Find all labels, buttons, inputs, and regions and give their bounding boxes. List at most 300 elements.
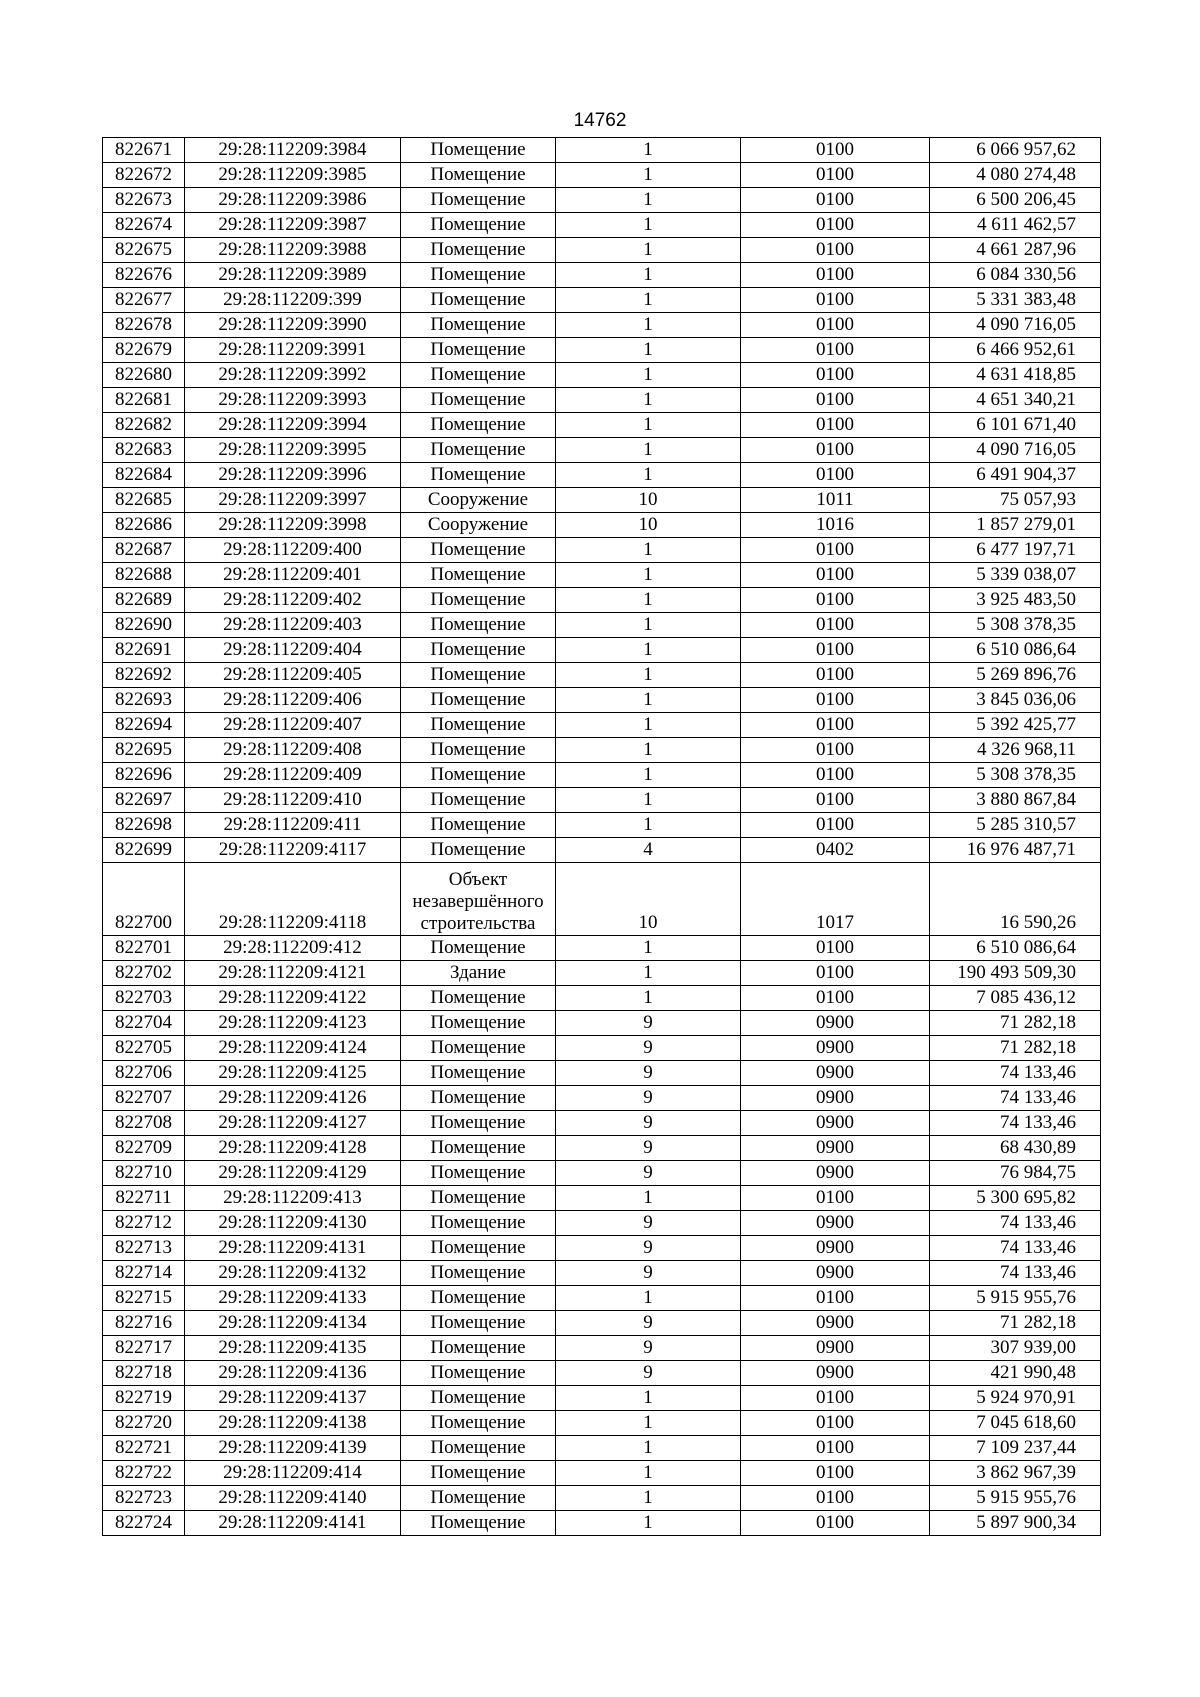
cell-group: 4 (556, 838, 741, 863)
cell-group: 1 (556, 388, 741, 413)
cell-object-type: Помещение (401, 1411, 556, 1436)
table-row (103, 338, 1101, 363)
table-row (103, 961, 1101, 986)
cell-object-type: Помещение (401, 788, 556, 813)
cell-code: 0900 (741, 1361, 930, 1386)
cell-group: 9 (556, 1261, 741, 1286)
cell-code: 0100 (741, 1386, 930, 1411)
cell-object-type: Помещение (401, 438, 556, 463)
cell-object-type: Помещение (401, 188, 556, 213)
cell-object-type: Помещение (401, 238, 556, 263)
table-row (103, 463, 1101, 488)
cell-row-number: 822700 (103, 863, 185, 936)
cadastral-value-table (102, 137, 1101, 1536)
cell-code: 0100 (741, 936, 930, 961)
cell-row-number: 822703 (103, 986, 185, 1011)
cell-object-type: Помещение (401, 1436, 556, 1461)
table-row (103, 1211, 1101, 1236)
cell-code: 0900 (741, 1261, 930, 1286)
cell-group: 1 (556, 463, 741, 488)
cell-code: 1016 (741, 513, 930, 538)
cell-code: 0100 (741, 438, 930, 463)
table-row (103, 588, 1101, 613)
cell-row-number: 822701 (103, 936, 185, 961)
cell-group: 1 (556, 288, 741, 313)
cell-cadastral-value: 16 590,26 (930, 863, 1101, 936)
cell-cadastral-value: 6 084 330,56 (930, 263, 1101, 288)
cell-object-type: Помещение (401, 738, 556, 763)
cell-code: 0100 (741, 1411, 930, 1436)
cell-cadastral-value: 75 057,93 (930, 488, 1101, 513)
cell-code: 0900 (741, 1211, 930, 1236)
cell-object-type: Помещение (401, 1311, 556, 1336)
cell-group: 9 (556, 1211, 741, 1236)
cell-cadastral-number: 29:28:112209:4131 (185, 1236, 401, 1261)
cell-object-type: Помещение (401, 1211, 556, 1236)
cell-cadastral-number: 29:28:112209:4135 (185, 1336, 401, 1361)
cell-object-type: Сооружение (401, 488, 556, 513)
cell-row-number: 822716 (103, 1311, 185, 1336)
cell-object-type: Помещение (401, 1161, 556, 1186)
table-row (103, 1236, 1101, 1261)
cell-cadastral-value: 5 308 378,35 (930, 763, 1101, 788)
cell-cadastral-number: 29:28:112209:411 (185, 813, 401, 838)
cell-cadastral-number: 29:28:112209:4130 (185, 1211, 401, 1236)
cell-row-number: 822682 (103, 413, 185, 438)
cell-code: 0100 (741, 138, 930, 163)
cell-cadastral-number: 29:28:112209:413 (185, 1186, 401, 1211)
cell-code: 0100 (741, 463, 930, 488)
cell-cadastral-value: 7 085 436,12 (930, 986, 1101, 1011)
cell-object-type: Помещение (401, 263, 556, 288)
cell-cadastral-value: 3 862 967,39 (930, 1461, 1101, 1486)
cell-cadastral-value: 5 331 383,48 (930, 288, 1101, 313)
cell-cadastral-value: 74 133,46 (930, 1261, 1101, 1286)
cell-cadastral-value: 7 045 618,60 (930, 1411, 1101, 1436)
table-row (103, 713, 1101, 738)
cell-code: 0100 (741, 763, 930, 788)
cell-code: 0100 (741, 538, 930, 563)
cell-object-type: Помещение (401, 1011, 556, 1036)
cell-cadastral-number: 29:28:112209:3997 (185, 488, 401, 513)
cell-group: 1 (556, 763, 741, 788)
cell-group: 10 (556, 513, 741, 538)
cell-cadastral-value: 4 080 274,48 (930, 163, 1101, 188)
cell-object-type: Помещение (401, 288, 556, 313)
table-row (103, 288, 1101, 313)
cell-cadastral-value: 6 491 904,37 (930, 463, 1101, 488)
cell-group: 1 (556, 738, 741, 763)
cell-group: 1 (556, 588, 741, 613)
table-row (103, 1461, 1101, 1486)
cell-cadastral-number: 29:28:112209:4133 (185, 1286, 401, 1311)
cell-row-number: 822705 (103, 1036, 185, 1061)
cell-code: 0100 (741, 313, 930, 338)
table-row (103, 1186, 1101, 1211)
cell-object-type: Помещение (401, 813, 556, 838)
cell-cadastral-number: 29:28:112209:412 (185, 936, 401, 961)
cell-row-number: 822697 (103, 788, 185, 813)
cell-cadastral-value: 16 976 487,71 (930, 838, 1101, 863)
cell-object-type: Здание (401, 961, 556, 986)
cell-cadastral-value: 74 133,46 (930, 1061, 1101, 1086)
cell-row-number: 822713 (103, 1236, 185, 1261)
table-row (103, 513, 1101, 538)
cell-cadastral-number: 29:28:112209:4118 (185, 863, 401, 936)
table-row (103, 388, 1101, 413)
cell-code: 0100 (741, 813, 930, 838)
cell-code: 0100 (741, 1461, 930, 1486)
page-number: 14762 (573, 110, 627, 131)
cell-group: 1 (556, 788, 741, 813)
table-row (103, 1386, 1101, 1411)
cell-cadastral-number: 29:28:112209:4132 (185, 1261, 401, 1286)
cell-cadastral-value: 5 924 970,91 (930, 1386, 1101, 1411)
cell-cadastral-value: 5 269 896,76 (930, 663, 1101, 688)
cell-code: 0100 (741, 713, 930, 738)
table-row (103, 263, 1101, 288)
cell-object-type: Объект незавершённого строительства (401, 863, 556, 936)
cell-code: 0100 (741, 163, 930, 188)
cell-cadastral-number: 29:28:112209:3987 (185, 213, 401, 238)
cell-code: 1017 (741, 863, 930, 936)
cell-group: 1 (556, 1411, 741, 1436)
cell-code: 0100 (741, 986, 930, 1011)
cell-object-type: Помещение (401, 663, 556, 688)
cell-row-number: 822678 (103, 313, 185, 338)
cell-group: 9 (556, 1011, 741, 1036)
table-row (103, 1036, 1101, 1061)
table-row (103, 138, 1101, 163)
cell-row-number: 822699 (103, 838, 185, 863)
cell-cadastral-number: 29:28:112209:3992 (185, 363, 401, 388)
cell-cadastral-value: 6 510 086,64 (930, 936, 1101, 961)
cell-group: 1 (556, 1386, 741, 1411)
cell-cadastral-number: 29:28:112209:4138 (185, 1411, 401, 1436)
cell-code: 0900 (741, 1011, 930, 1036)
table-row (103, 688, 1101, 713)
cell-object-type: Помещение (401, 1486, 556, 1511)
cell-cadastral-value: 74 133,46 (930, 1111, 1101, 1136)
table-row (103, 488, 1101, 513)
cell-row-number: 822712 (103, 1211, 185, 1236)
table-row (103, 738, 1101, 763)
cell-cadastral-number: 29:28:112209:4134 (185, 1311, 401, 1336)
cell-code: 0100 (741, 788, 930, 813)
cell-row-number: 822672 (103, 163, 185, 188)
cell-row-number: 822719 (103, 1386, 185, 1411)
cell-cadastral-value: 1 857 279,01 (930, 513, 1101, 538)
table-row (103, 1411, 1101, 1436)
cell-object-type: Помещение (401, 1111, 556, 1136)
cell-group: 1 (556, 961, 741, 986)
cell-object-type: Помещение (401, 763, 556, 788)
table-row (103, 788, 1101, 813)
cell-group: 1 (556, 238, 741, 263)
cell-code: 0100 (741, 213, 930, 238)
cell-cadastral-value: 4 090 716,05 (930, 438, 1101, 463)
cell-object-type: Помещение (401, 563, 556, 588)
cell-code: 0100 (741, 563, 930, 588)
cell-cadastral-number: 29:28:112209:407 (185, 713, 401, 738)
cell-object-type: Помещение (401, 413, 556, 438)
cell-code: 0900 (741, 1161, 930, 1186)
cell-cadastral-number: 29:28:112209:409 (185, 763, 401, 788)
cell-row-number: 822722 (103, 1461, 185, 1486)
cell-object-type: Помещение (401, 1336, 556, 1361)
cell-cadastral-number: 29:28:112209:3986 (185, 188, 401, 213)
cell-object-type: Помещение (401, 1511, 556, 1536)
cell-cadastral-value: 74 133,46 (930, 1236, 1101, 1261)
cell-code: 0100 (741, 1511, 930, 1536)
cell-group: 1 (556, 1461, 741, 1486)
cell-row-number: 822675 (103, 238, 185, 263)
table-row (103, 1511, 1101, 1536)
cell-group: 1 (556, 1486, 741, 1511)
cell-cadastral-number: 29:28:112209:3990 (185, 313, 401, 338)
cell-code: 0900 (741, 1311, 930, 1336)
cell-cadastral-value: 4 611 462,57 (930, 213, 1101, 238)
cell-object-type: Помещение (401, 1086, 556, 1111)
cell-object-type: Сооружение (401, 513, 556, 538)
cell-row-number: 822710 (103, 1161, 185, 1186)
cell-cadastral-number: 29:28:112209:3996 (185, 463, 401, 488)
cell-cadastral-value: 3 845 036,06 (930, 688, 1101, 713)
cell-row-number: 822693 (103, 688, 185, 713)
cell-cadastral-number: 29:28:112209:4129 (185, 1161, 401, 1186)
cell-cadastral-number: 29:28:112209:4126 (185, 1086, 401, 1111)
cell-code: 0900 (741, 1111, 930, 1136)
cell-cadastral-value: 5 300 695,82 (930, 1186, 1101, 1211)
cell-cadastral-number: 29:28:112209:414 (185, 1461, 401, 1486)
table-row (103, 763, 1101, 788)
cell-cadastral-number: 29:28:112209:4117 (185, 838, 401, 863)
cell-cadastral-number: 29:28:112209:4125 (185, 1061, 401, 1086)
cell-row-number: 822718 (103, 1361, 185, 1386)
cell-cadastral-number: 29:28:112209:4122 (185, 986, 401, 1011)
cell-row-number: 822686 (103, 513, 185, 538)
cell-code: 0900 (741, 1336, 930, 1361)
cell-group: 1 (556, 613, 741, 638)
cell-cadastral-number: 29:28:112209:4127 (185, 1111, 401, 1136)
cell-code: 1011 (741, 488, 930, 513)
cell-row-number: 822720 (103, 1411, 185, 1436)
cell-object-type: Помещение (401, 538, 556, 563)
cell-group: 1 (556, 713, 741, 738)
cell-row-number: 822687 (103, 538, 185, 563)
cell-row-number: 822724 (103, 1511, 185, 1536)
cell-code: 0100 (741, 388, 930, 413)
cell-cadastral-value: 3 925 483,50 (930, 588, 1101, 613)
table-row (103, 1286, 1101, 1311)
cell-cadastral-number: 29:28:112209:3993 (185, 388, 401, 413)
cell-cadastral-value: 6 510 086,64 (930, 638, 1101, 663)
table-row (103, 663, 1101, 688)
cell-object-type: Помещение (401, 138, 556, 163)
cell-row-number: 822673 (103, 188, 185, 213)
cell-cadastral-value: 5 308 378,35 (930, 613, 1101, 638)
cell-object-type: Помещение (401, 588, 556, 613)
cell-cadastral-value: 6 477 197,71 (930, 538, 1101, 563)
cell-object-type: Помещение (401, 463, 556, 488)
cell-object-type: Помещение (401, 388, 556, 413)
cell-group: 1 (556, 188, 741, 213)
cell-cadastral-number: 29:28:112209:4128 (185, 1136, 401, 1161)
table-row (103, 1086, 1101, 1111)
cell-group: 9 (556, 1111, 741, 1136)
cell-code: 0100 (741, 961, 930, 986)
cell-cadastral-value: 4 631 418,85 (930, 363, 1101, 388)
cell-cadastral-value: 6 101 671,40 (930, 413, 1101, 438)
cell-cadastral-value: 6 066 957,62 (930, 138, 1101, 163)
cell-row-number: 822671 (103, 138, 185, 163)
cell-row-number: 822695 (103, 738, 185, 763)
cell-group: 1 (556, 263, 741, 288)
table-body (103, 138, 1101, 1536)
cell-cadastral-value: 190 493 509,30 (930, 961, 1101, 986)
cell-row-number: 822711 (103, 1186, 185, 1211)
cell-row-number: 822676 (103, 263, 185, 288)
cell-row-number: 822717 (103, 1336, 185, 1361)
cell-row-number: 822684 (103, 463, 185, 488)
cell-group: 1 (556, 1186, 741, 1211)
cell-row-number: 822721 (103, 1436, 185, 1461)
cell-group: 1 (556, 438, 741, 463)
cell-group: 9 (556, 1061, 741, 1086)
cell-code: 0100 (741, 188, 930, 213)
cell-group: 9 (556, 1236, 741, 1261)
cell-group: 1 (556, 538, 741, 563)
cell-cadastral-value: 71 282,18 (930, 1036, 1101, 1061)
cell-group: 1 (556, 813, 741, 838)
cell-code: 0100 (741, 738, 930, 763)
table-row (103, 188, 1101, 213)
cell-object-type: Помещение (401, 1136, 556, 1161)
table-row (103, 863, 1101, 936)
cell-code: 0100 (741, 288, 930, 313)
cell-cadastral-value: 5 285 310,57 (930, 813, 1101, 838)
cell-cadastral-number: 29:28:112209:4140 (185, 1486, 401, 1511)
table-row (103, 638, 1101, 663)
cell-code: 0900 (741, 1061, 930, 1086)
table-row (103, 1311, 1101, 1336)
cell-group: 1 (556, 563, 741, 588)
cell-cadastral-value: 4 651 340,21 (930, 388, 1101, 413)
cell-code: 0100 (741, 238, 930, 263)
cell-cadastral-number: 29:28:112209:3995 (185, 438, 401, 463)
cell-cadastral-number: 29:28:112209:3985 (185, 163, 401, 188)
cell-code: 0900 (741, 1036, 930, 1061)
cell-row-number: 822696 (103, 763, 185, 788)
cell-object-type: Помещение (401, 363, 556, 388)
cell-cadastral-value: 71 282,18 (930, 1311, 1101, 1336)
cell-group: 1 (556, 338, 741, 363)
cell-code: 0900 (741, 1086, 930, 1111)
cell-row-number: 822702 (103, 961, 185, 986)
table-row (103, 1486, 1101, 1511)
cell-code: 0100 (741, 1286, 930, 1311)
cell-row-number: 822692 (103, 663, 185, 688)
cell-group: 1 (556, 213, 741, 238)
cell-object-type: Помещение (401, 713, 556, 738)
cell-object-type: Помещение (401, 1261, 556, 1286)
cell-object-type: Помещение (401, 1461, 556, 1486)
cell-cadastral-value: 5 915 955,76 (930, 1486, 1101, 1511)
cell-cadastral-value: 71 282,18 (930, 1011, 1101, 1036)
cell-cadastral-number: 29:28:112209:399 (185, 288, 401, 313)
cell-cadastral-number: 29:28:112209:4139 (185, 1436, 401, 1461)
cell-object-type: Помещение (401, 936, 556, 961)
cell-cadastral-number: 29:28:112209:4137 (185, 1386, 401, 1411)
cell-row-number: 822679 (103, 338, 185, 363)
cell-cadastral-value: 4 326 968,11 (930, 738, 1101, 763)
table-row (103, 1061, 1101, 1086)
cell-cadastral-value: 307 939,00 (930, 1336, 1101, 1361)
cell-cadastral-number: 29:28:112209:3989 (185, 263, 401, 288)
cell-group: 1 (556, 138, 741, 163)
cell-object-type: Помещение (401, 1286, 556, 1311)
cell-code: 0100 (741, 338, 930, 363)
cell-group: 1 (556, 163, 741, 188)
cell-row-number: 822709 (103, 1136, 185, 1161)
cell-group: 1 (556, 1286, 741, 1311)
cell-cadastral-value: 68 430,89 (930, 1136, 1101, 1161)
table-row (103, 563, 1101, 588)
table-row (103, 413, 1101, 438)
cell-group: 1 (556, 1511, 741, 1536)
table-row (103, 438, 1101, 463)
cell-code: 0100 (741, 638, 930, 663)
cell-code: 0100 (741, 1186, 930, 1211)
cell-object-type: Помещение (401, 1186, 556, 1211)
table-row (103, 1436, 1101, 1461)
cell-group: 1 (556, 663, 741, 688)
cell-row-number: 822723 (103, 1486, 185, 1511)
cell-cadastral-number: 29:28:112209:4124 (185, 1036, 401, 1061)
cell-object-type: Помещение (401, 1386, 556, 1411)
cell-code: 0100 (741, 1436, 930, 1461)
cell-cadastral-number: 29:28:112209:3998 (185, 513, 401, 538)
cell-code: 0100 (741, 613, 930, 638)
cell-row-number: 822694 (103, 713, 185, 738)
cell-cadastral-value: 74 133,46 (930, 1211, 1101, 1236)
cell-code: 0900 (741, 1136, 930, 1161)
cell-row-number: 822681 (103, 388, 185, 413)
cell-object-type: Помещение (401, 1361, 556, 1386)
table-row (103, 363, 1101, 388)
cell-cadastral-number: 29:28:112209:3994 (185, 413, 401, 438)
cell-cadastral-number: 29:28:112209:4121 (185, 961, 401, 986)
cell-group: 1 (556, 688, 741, 713)
cell-cadastral-number: 29:28:112209:3984 (185, 138, 401, 163)
cell-row-number: 822685 (103, 488, 185, 513)
table-row (103, 213, 1101, 238)
cell-row-number: 822674 (103, 213, 185, 238)
cell-code: 0100 (741, 263, 930, 288)
cell-group: 1 (556, 986, 741, 1011)
cell-object-type: Помещение (401, 1236, 556, 1261)
cell-object-type: Помещение (401, 838, 556, 863)
cell-code: 0100 (741, 588, 930, 613)
table-row (103, 613, 1101, 638)
cell-group: 1 (556, 1436, 741, 1461)
cell-row-number: 822708 (103, 1111, 185, 1136)
cell-cadastral-number: 29:28:112209:404 (185, 638, 401, 663)
cell-row-number: 822677 (103, 288, 185, 313)
cell-group: 9 (556, 1036, 741, 1061)
cell-row-number: 822688 (103, 563, 185, 588)
table-row (103, 538, 1101, 563)
